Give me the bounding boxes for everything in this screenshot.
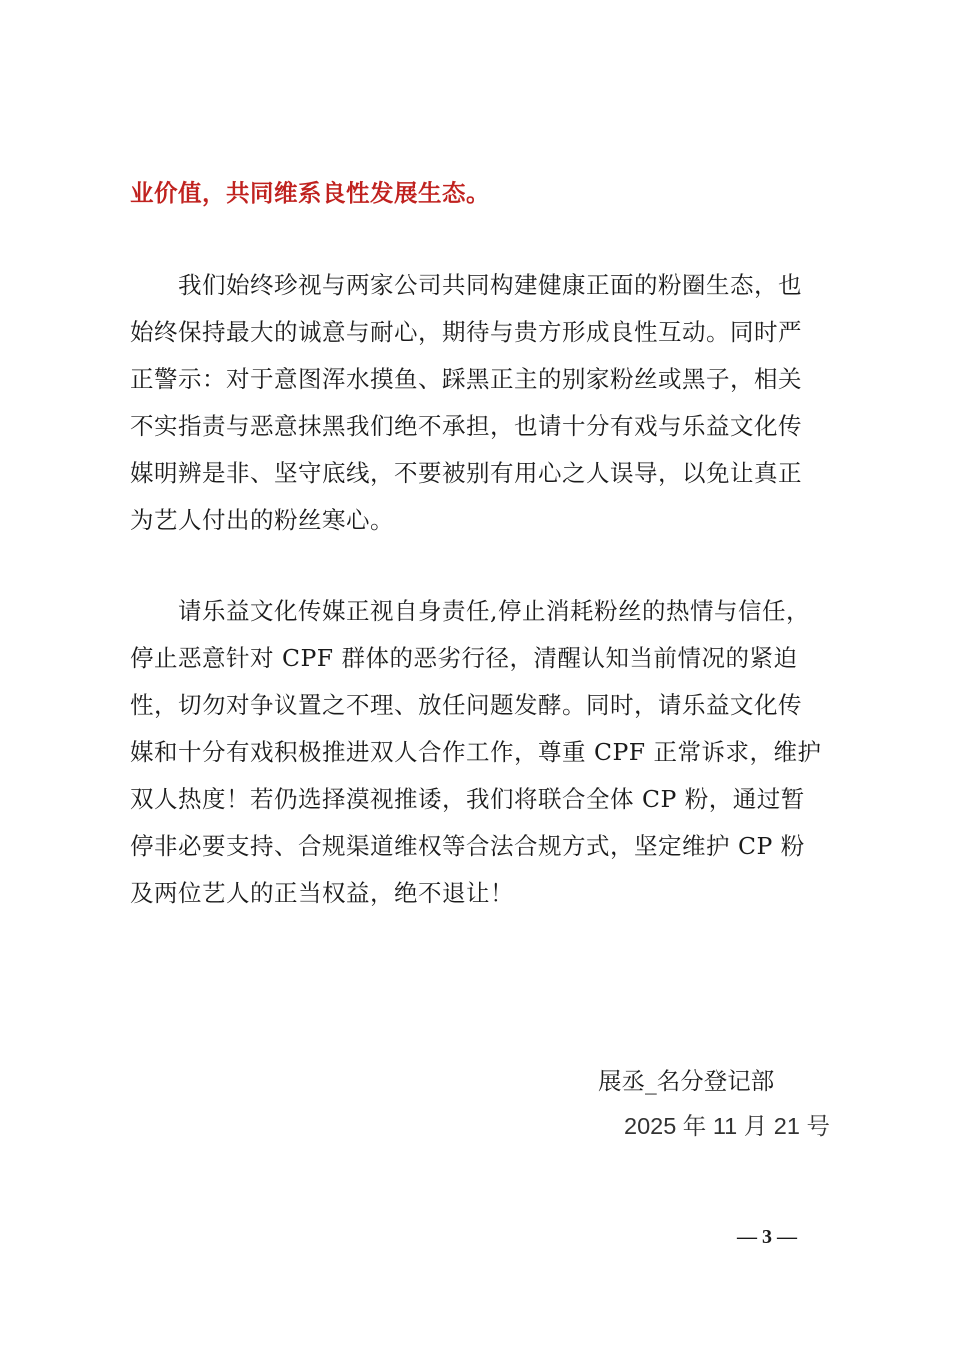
- paragraph-1-line: 不实指责与恶意抹黑我们绝不承担，也请十分有戏与乐益文化传: [130, 412, 802, 440]
- paragraph-2-line: 停止恶意针对 CPF 群体的恶劣行径，清醒认知当前情况的紧迫: [130, 644, 798, 672]
- signature: 展丞_名分登记部: [598, 1067, 775, 1095]
- paragraph-1-line: 始终保持最大的诚意与耐心，期待与贵方形成良性互动。同时严: [130, 318, 802, 346]
- paragraph-1-line: 媒明辨是非、坚守底线，不要被别有用心之人误导，以免让真正: [130, 459, 802, 487]
- paragraph-2-line: 性，切勿对争议置之不理、放任问题发酵。同时，请乐益文化传: [130, 691, 802, 719]
- paragraph-2-line: 双人热度！若仍选择漠视推诿，我们将联合全体 CP 粉，通过暂: [130, 785, 805, 813]
- paragraph-1-line: 我们始终珍视与两家公司共同构建健康正面的粉圈生态，也: [130, 271, 802, 299]
- paragraph-2-line: 停非必要支持、合规渠道维权等合法合规方式，坚定维护 CP 粉: [130, 832, 805, 860]
- paragraph-2-line: 及两位艺人的正当权益，绝不退让！: [130, 879, 514, 907]
- paragraph-1-line: 为艺人付出的粉丝寒心。: [130, 506, 394, 534]
- intro-line: 业价值，共同维系良性发展生态。: [130, 179, 490, 207]
- paragraph-2-line: 媒和十分有戏积极推进双人合作工作，尊重 CPF 正常诉求，维护: [130, 738, 822, 766]
- page-number: — 3 —: [737, 1226, 797, 1248]
- paragraph-1-line: 正警示：对于意图浑水摸鱼、踩黑正主的别家粉丝或黑子，相关: [130, 365, 802, 393]
- paragraph-2-line: 请乐益文化传媒正视自身责任,停止消耗粉丝的热情与信任，: [130, 597, 810, 625]
- issue-date: 2025 年 11 月 21 号: [624, 1113, 830, 1139]
